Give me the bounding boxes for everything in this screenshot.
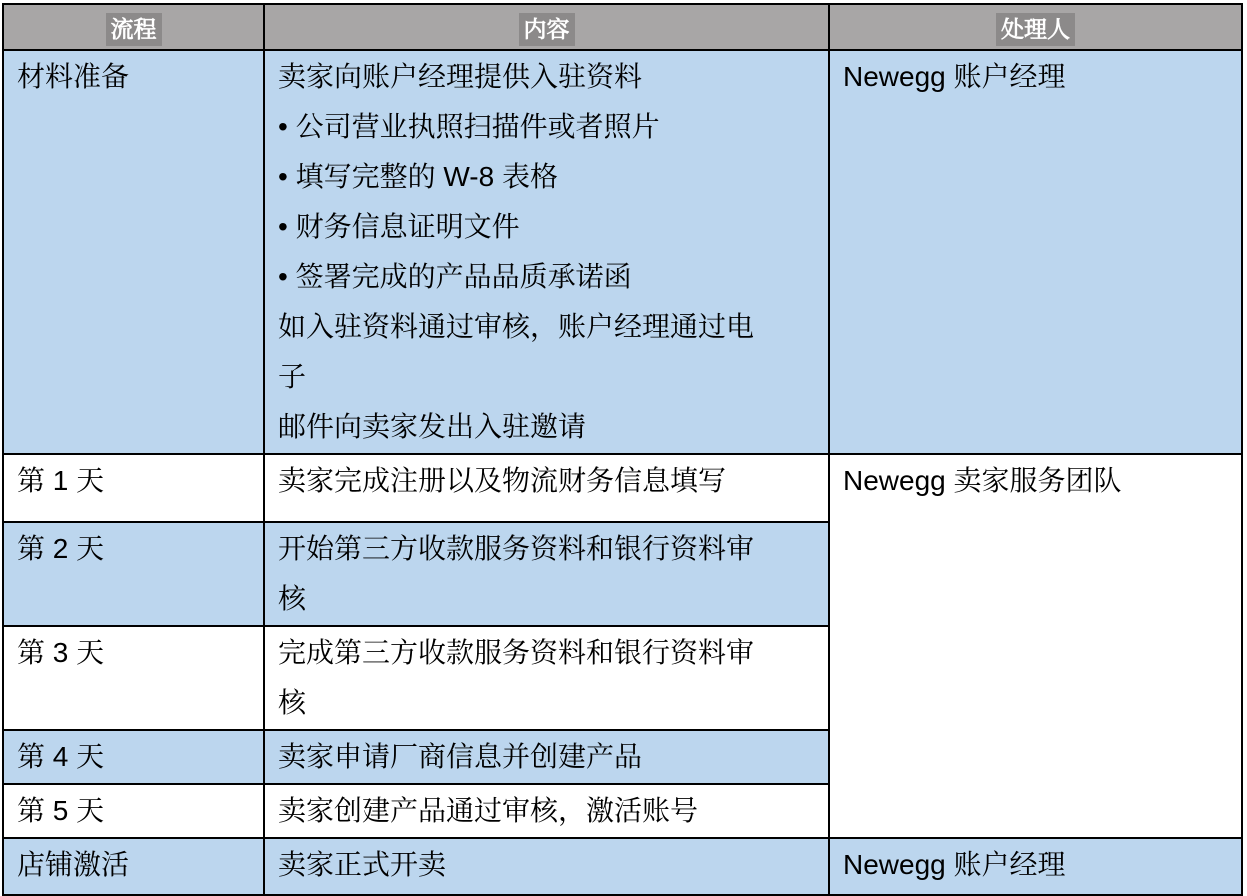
process-cell: 第 1 天 bbox=[3, 454, 264, 522]
content-line-bullet: • 填写完整的 W-8 表格 bbox=[278, 161, 558, 192]
header-cell-process bbox=[3, 4, 264, 50]
header-cell-content bbox=[264, 4, 829, 50]
content-line: 卖家创建产品通过审核，激活账号 bbox=[278, 795, 699, 826]
content-cell bbox=[264, 838, 829, 895]
content-line-bullet: • 签署完成的产品品质承诺函 bbox=[278, 261, 632, 292]
process-cell: 第 2 天 bbox=[3, 522, 264, 626]
header-label-content: 内容 bbox=[519, 13, 575, 46]
header-row bbox=[3, 4, 1242, 50]
content-line: 卖家向账户经理提供入驻资料 bbox=[278, 61, 643, 92]
content-cell bbox=[264, 50, 829, 454]
process-cell: 第 3 天 bbox=[3, 626, 264, 730]
content-line: 完成第三方收款服务资料和银行资料审 bbox=[278, 637, 755, 668]
content-cell bbox=[264, 730, 829, 784]
content-line-bullet: • 公司营业执照扫描件或者照片 bbox=[278, 111, 660, 142]
content-line: 核 bbox=[278, 583, 307, 614]
header-label-handler: 处理人 bbox=[996, 13, 1075, 46]
onboarding-process-table-container bbox=[2, 3, 1243, 896]
content-cell bbox=[264, 626, 829, 730]
process-cell: 材料准备 bbox=[3, 50, 264, 454]
content-line: 如入驻资料通过审核，账户经理通过电 bbox=[278, 311, 755, 342]
process-cell: 第 5 天 bbox=[3, 784, 264, 838]
content-line: 卖家正式开卖 bbox=[278, 849, 447, 880]
process-cell: 第 4 天 bbox=[3, 730, 264, 784]
onboarding-process-table bbox=[2, 3, 1243, 896]
table-row-material-prep bbox=[3, 50, 1242, 454]
content-line: 卖家完成注册以及物流财务信息填写 bbox=[278, 465, 727, 496]
content-line: 卖家申请厂商信息并创建产品 bbox=[278, 741, 643, 772]
header-cell-handler bbox=[829, 4, 1242, 50]
header-label-process: 流程 bbox=[106, 13, 162, 46]
content-line: 核 bbox=[278, 687, 307, 718]
content-line: 开始第三方收款服务资料和银行资料审 bbox=[278, 533, 755, 564]
handler-cell: Newegg 账户经理 bbox=[829, 50, 1242, 454]
handler-cell: Newegg 账户经理 bbox=[829, 838, 1242, 895]
table-row-day-1 bbox=[3, 454, 1242, 522]
content-cell bbox=[264, 454, 829, 522]
content-line: 子 bbox=[278, 361, 307, 392]
content-cell bbox=[264, 784, 829, 838]
content-cell bbox=[264, 522, 829, 626]
handler-cell-merged: Newegg 卖家服务团队 bbox=[829, 454, 1242, 838]
content-line: 邮件向卖家发出入驻邀请 bbox=[278, 411, 587, 442]
table-row-store-activation bbox=[3, 838, 1242, 895]
process-cell: 店铺激活 bbox=[3, 838, 264, 895]
content-line-bullet: • 财务信息证明文件 bbox=[278, 211, 520, 242]
